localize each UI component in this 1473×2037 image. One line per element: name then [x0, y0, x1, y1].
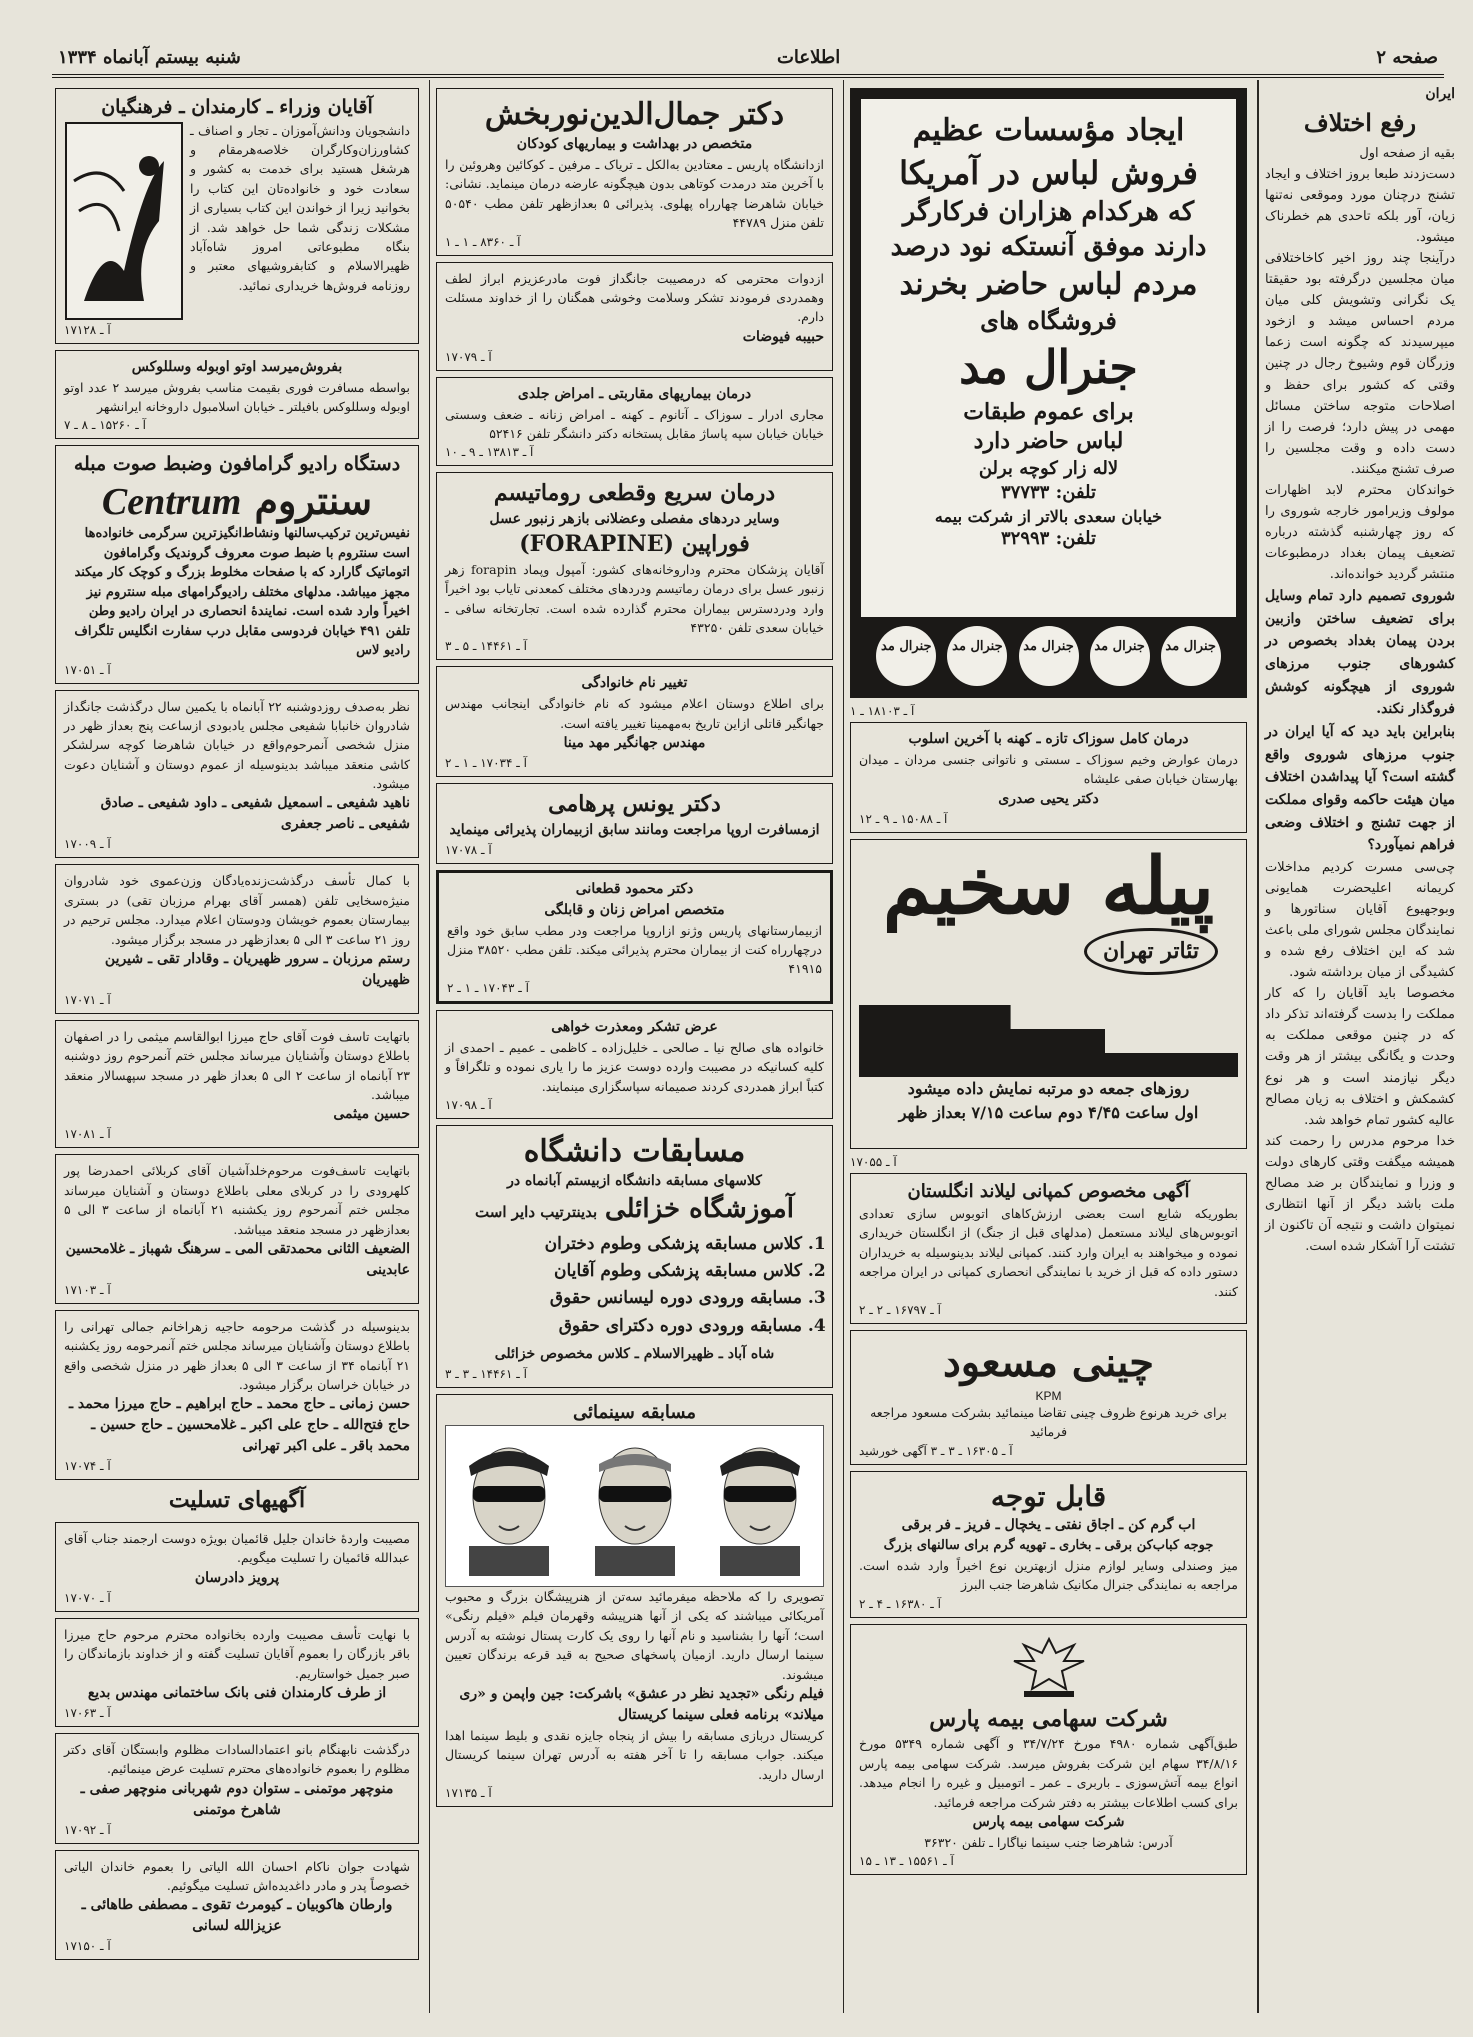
centrum-title: دستگاه رادیو گرامافون وضبط صوت مبله — [73, 453, 401, 476]
forapine-subtitle: وسایر دردهای مفصلی وعضلانی بازهر زنبور عسل — [489, 511, 780, 528]
gm-line: لباس حاضر دارد — [973, 428, 1124, 455]
ad-code: آ ـ ۱۵۵۶۱ ـ ۱۳ ـ ۱۵ — [859, 1854, 954, 1869]
gm-phone: تلفن: ۳۲۹۹۳ — [1000, 528, 1097, 550]
theatre-line: اول ساعت ۴/۴۵ دوم ساعت ۷/۱۵ بعداز ظهر — [898, 1103, 1199, 1123]
condolence-section-title: آگهیهای تسلیت — [168, 1487, 306, 1514]
rename-body: برای اطلاع دوستان اعلام میشود که نام خانوادگی اینجانب مهندس جهانگیر قاتلی ازاین تاریخ به‌مهمینا تغییر یافته است. — [445, 696, 824, 731]
ad-code: آ ـ ۱۷۰۹۸ — [445, 1097, 492, 1112]
forapine-title: درمان سریع وقطعی روماتیسم — [493, 480, 776, 507]
cinema-caption: تصویری را که ملاحظه میفرمائید سه‌تن از هنرپیشگان بزرگ و محبوب آمریکائی میباشند که یکی از آنها هنرپیشه وقهرمان فیلم «فیلم‌ رنگی» است؛ آنها را بشناسید و نام آنها را روی یک کارت پستال نوشته به آدرس سینما ارسال دارید. ازمیان پاسخهای صحیح به قید قرعه برندگان تعیین میشوند. — [445, 1589, 824, 1682]
gm-line: دارند موفق آنستکه نود درصد — [890, 231, 1207, 262]
cinema-contest — [436, 1394, 833, 1807]
insurance-title: شرکت سهامی بیمه پارس — [929, 1705, 1168, 1732]
ad-code: آ ـ ۱۷۰۷۹ — [445, 349, 492, 364]
obituary-names: رستم مرزبان ـ سرور ظهیریان ـ وقادار تقی ـ شیرین ظهیریان — [104, 950, 410, 988]
cinema-body: کریستال دربازی مسابقه را بیش از پنجاه جایزه نقدی و بلیط سینما اهدا میکند. جواب مسابقه را تا آخر هفته به‌ آدرس تهران سینما کریستال ارسال دارید. — [445, 1727, 824, 1782]
doctor-ad — [436, 377, 833, 467]
masked-face-icon — [585, 1436, 685, 1576]
obituary-body: بدینوسیله در گذشت مرحومه حاجیه زهراخانم جمالی تهرانی را باطلاع دوستان وآشنایان میرساند مجلس ختم آنمرحومه روز یکشنبه ۲۱ آبانماه ۳۴ از ساعت ۳ الی ۵ بعداز ظهر در منزل شخصی واقع در خیابان خراسان برگزار میشود. — [64, 1318, 411, 1393]
obituary — [55, 1154, 419, 1304]
ad-code: آ ـ ۱۷۰۰۹ — [64, 837, 111, 852]
book-illustration-icon — [64, 121, 184, 321]
condolence — [55, 1733, 419, 1844]
gm-badge: جنرال مد — [1019, 626, 1079, 686]
ad-code: آ ـ ۱۵۰۸۸ ـ ۹ ـ ۱۲ — [859, 811, 948, 826]
doctor-ad — [436, 870, 833, 1004]
stairs-graphic — [859, 981, 1238, 1077]
university-list — [445, 1231, 824, 1340]
editorial-paragraph: شوروی تصمیم دارد تمام وسایل برای تضعیف ساختن وازبین بردن پیمان بغداد بخصوص در کشورهای جنوب مرزهای شوروی از هیچگونه کوشش فروگذار نکند. — [1265, 587, 1455, 718]
appliance-ad — [850, 1471, 1247, 1618]
eagle-emblem — [859, 1631, 1238, 1705]
thanks-names: حبیبه فیوضات — [742, 328, 824, 345]
gm-badge: جنرال مد — [1161, 626, 1221, 686]
obituary-body: با کمال تأسف درگذشت‌زنده‌یادگان وزن‌عموی خود شادروان منیژه‌سخایی تلفن (همسر آقای بهرام مرزبان تقی) در بستری بیمارستان بعموم خویشان ودوستان اعلام میدارد. مجلس ترحیم در روز ۲۱ ساعت ۳ الی ۵ بعدازظهر در مسجد برگزار میشود. — [64, 873, 410, 947]
masked-face-icon — [459, 1436, 559, 1576]
general-mod-ad — [850, 88, 1247, 698]
gm-badge: جنرال مد — [876, 626, 936, 686]
cinema-film: فیلم رنگی «تجدید نظر در عشق» باشرکت: جین واپمن و «ری میلاند» برنامه فعلی سینما کریستال — [459, 1685, 824, 1723]
ad-code: آ ـ ۱۷۰۴۳ ـ ۱ ـ ۲ — [447, 980, 529, 995]
ad-code: آ ـ ۱۷۰۵۱ — [64, 662, 111, 677]
thanks-body: ازدوات محترمی که درمصیبت جانگداز فوت مادرعزیزم ابراز لطف وهمدردی فرمودند تشکر وسلامت‌ وخوشی همگنان را از خداوند مسئلت دارم. — [445, 270, 824, 325]
obituary-names: ناهید شفیعی ـ اسمعیل شفیعی ـ داود شفیعی ـ صادق شفیعی ـ ناصر جعفری — [100, 795, 410, 833]
thanks-notice — [436, 1010, 833, 1119]
obituary — [55, 864, 419, 1014]
page-number: صفحه ۲ — [1376, 46, 1438, 68]
china-ad — [850, 1330, 1247, 1465]
doctor-body: مجاری ادرار ـ سوزاک ـ آتانوم ـ کهنه ـ امراض زنانه ـ ضعف وسستی خیابان خیابان سپه پاساژ مقابل پستخانه دکتر دانشگر تلفن ۵۲۴۱۶ — [445, 406, 824, 441]
appliance-subtitle: اب گرم کن ـ اجاق نفتی ـ یخچال ـ فریز ـ فر برقی — [901, 1517, 1196, 1534]
ad-code: آ ـ ۱۶۳۰۵ ـ ۳ ـ ۳ آگهی خورشید — [859, 1443, 1013, 1458]
insurance-address: آدرس: شاهرضا جنب سینما نیاگارا ـ تلفن ۳۶۳۲۰ — [924, 1834, 1173, 1850]
thanks-notice — [436, 262, 833, 371]
leyland-body: بطوریکه شایع است بعضی ارزش‌کاهای اتوبوس سازی تعدادی اتوبوس‌های لیلاند مستعمل (مدلهای قبل از جنگ) از انگلستان خریداری نموده و میخواهند به ایران وارد کنند. کمپانی لیلاند بدینوسیله به‌ خریداران دستور داده که قبل از خرید با نمایندگی انحصاری کمپانی در ایران مراجعه کنند. — [859, 1206, 1238, 1299]
doctor-name: دکتر یونس پرهامی — [548, 791, 721, 817]
obituary-body: نظر به‌صدف روزدوشنبه ۲۲ آبانماه با یکمین سال درگذشت جانگداز شادروان خانبابا شفیعی مجلس یادبودی ازساعت پنج بعداز ظهر در منزل شخصی آنمرحوم‌واقع در خیابان شاهرضا کوچه سرلشکر کاشی منعقد میباشد بدینوسیله از عموم دوستان و آشنایان دعوت میشود. — [64, 698, 410, 792]
ad-code: آ ـ ۱۵۲۶۰ ـ ۸ ـ ۷ — [64, 418, 146, 433]
kpm-logo: KPM — [1035, 1388, 1062, 1403]
theatre-line: روزهای جمعه دو مرتبه نمایش داده میشود — [907, 1079, 1190, 1099]
editorial-column — [1257, 80, 1461, 2013]
ad-code: آ ـ ۱۷۰۷۸ — [445, 842, 492, 857]
doctor-ad — [436, 88, 833, 256]
editorial-headline: رفع اختلاف — [1303, 108, 1417, 137]
gm-badge: جنرال مد — [947, 626, 1007, 686]
gm-badges — [861, 623, 1236, 689]
condolence-names: وارطان هاکوبیان ـ کیومرث تقوی ـ مصطفی طاهائی ـ عزیزالله لسانی — [81, 1897, 393, 1935]
obituary-names: الضعیف الثانی محمدتقی المی ـ سرهنگ شهباز ـ غلامحسین عابدینی — [65, 1240, 410, 1278]
gm-address: لاله زار کوچه برلن — [978, 457, 1119, 479]
obituary — [55, 690, 419, 859]
condolence-names: منوچهر موتمنی ـ ستوان دوم شهربانی منوچهر صفی ـ شاهرخ موتمنی — [80, 1780, 394, 1818]
list-item: 2. کلاس مسابقه پزشکی وطوم آقایان — [445, 1258, 802, 1285]
condolence — [55, 1850, 419, 1961]
ad-code: آ ـ ۱۷۰۷۱ — [64, 992, 111, 1007]
condolence — [55, 1618, 419, 1727]
appliance-line: جوجه کباب‌کن برقی ـ بخاری ـ تهویه گرم برای سالنهای بزرگ — [883, 1538, 1214, 1554]
forapine-ad — [436, 472, 833, 660]
ad-code: آ ـ ۱۶۳۸۰ ـ ۴ ـ ۲ — [859, 1596, 941, 1611]
condolence-body: مصیبت واردهٔ خاندان جلیل قائمیان بویژه دوست ارجمند جناب آقای عبدالله قائمیان را تسلیت میگویم. — [64, 1531, 410, 1566]
ad-code: آ ـ ۱۸۱۰۳ ـ ۱ — [850, 704, 915, 718]
condolence-body: شهادت جوان ناکام احسان الله الیاتی را بعموم خاندان الیاتی خصوصاً پدر و مادر داغدیده‌اش تسلیت میگوئیم. — [64, 1858, 410, 1894]
doctor-specialty: متخصص امراض زنان و قابلگی — [544, 901, 725, 918]
ad-code: آ ـ ۱۷۰۶۳ — [64, 1705, 111, 1720]
obituary-body: باتهایت تاسف فوت آقای حاج میرزا ابوالقاسم میثمی را در اصفهان باطلاع دوستان وآشنایان میرساند مجلس ختم آنمرحوم روز دوشنبه ۲۳ آبانماه از ساعت ۲ الی ۵ بعداز ظهر در مسجد سپهسالار منعقد میباشد. — [64, 1028, 410, 1103]
insurance-ad — [850, 1624, 1247, 1876]
centrum-brand: سنتروم Centrum — [101, 478, 373, 524]
ad-code: آ ـ ۱۴۴۶۱ ـ ۵ ـ ۳ — [445, 639, 527, 654]
doctor-specialty: متخصص در بهداشت و بیماریهای کودکان — [516, 136, 753, 152]
clinic-ad — [850, 722, 1247, 833]
list-item: 3. مسابقه ورودی دوره لیسانس حقوق — [445, 1285, 802, 1312]
condolence-body: با نهایت تأسف مصیبت وارده بخانواده محترم مرحوم حاج میرزا باقر بازرگان را بعموم آقایان تسلیت گفته و از خداوند بازماندگان را صبر جمیل خواستاریم. — [64, 1626, 410, 1681]
theatre-brand: پیله سخیم — [882, 840, 1215, 932]
china-body: برای خرید هرنوع ظروف چینی تقاضا مینمائید بشرکت مسعود مراجعه فرمائید — [870, 1404, 1227, 1440]
ad-code: آ ـ ۱۷۰۳۴ ـ ۱ ـ ۲ — [445, 756, 527, 770]
ad-code: آ ـ ۱۷۱۳۵ — [445, 1786, 492, 1801]
ad-code: آ ـ ۱۷۰۷۰ — [64, 1590, 111, 1605]
condolence-names: از طرف کارمندان فنی بانک ساختمانی مهندس بدیع — [87, 1684, 387, 1701]
doctor-body: ازمسافرت اروپا مراجعت ومانند سابق ازبیماران پذیرائی مینماید — [449, 821, 820, 838]
insurance-body: طبق‌آگهی شماره ۴۹۸۰ مورخ ۳۴/۷/۲۴ و آگهی شماره ۵۳۴۹ مورخ ۳۴/۸/۱۶ سهام این شرکت بفروش میرسد. شرکت سهامی بیمه پارس انواع بیمه آتش‌سوزی ـ باربری ـ عمر ـ اتومبیل و غیره را انجام میدهد. برای کسب اطلاعات بیشتر به دفتر شرکت مراجعه فرمائید. — [859, 1736, 1238, 1810]
ad-code: آ ـ ۱۷۰۵۵ — [850, 1154, 897, 1169]
university-title: مسابقات دانشگاه — [523, 1133, 746, 1169]
masthead — [52, 40, 1444, 78]
appliance-title: قابل توجه — [990, 1479, 1107, 1513]
ad-code: آ ـ ۱۷۱۲۸ — [64, 322, 111, 337]
obituary-body: باتهایت تاسف‌فوت مرحوم‌خلدآشیان آقای کربلائی احمدرضا پور کلهرودی را در کربلای معلی باطلاع دوستان و آشنایان میرساند مجلس ختم آنمرحوم روز یکشنبه ۲۱ آبانماه از ساعت ۳ الی ۵ بعدازظهر در مسجد منعقد میباشد. — [64, 1163, 410, 1237]
book-ad — [55, 88, 419, 344]
editorial-paragraph: درآینجا چند روز اخیر کاخاختلافی میان مجلسین درگرفته بود حقیقتا یک نگرانی وتشویش کلی میان مردم احساس میشد و ازخود میپرسیدند که چگونه است زعما وزرگان قوم وشیوخ رجال در چنین وقتی که کشور برای حفظ و اصلاحات متوجه ساختن مسائل مهمی در پیش دارد؛ فرصت را از دست داده و وقت مجلسین را صرف تشنج میکنند. — [1265, 251, 1455, 477]
thanks-body: خانواده های صالح نیا ـ صالحی ـ خلیل‌زاده ـ کاظمی ـ عمیم ـ احمدی از کلیه کسانیکه در مصیبت وارده دوست عزیز ما را یاری نموده و تلگرافاً و کتباً ابراز همدردی کردند صمیمانه سپاسگزاری مینمایند. — [445, 1039, 824, 1094]
doctor-title: درمان بیماریهای مقاربتی ـ امراض جلدی — [517, 385, 752, 402]
doctor-body: ازدانشگاه پاریس ـ معتادین به‌الکل ـ تریاک ـ مرفین ـ کوکائین وهروئین را با آخرین متد درمدت کوتاهی بدون هیچگونه عارضه درمان مینماید. نشانی: خیابان شاهرضا چهارراه پهلوی. پذیرائی ۵ بعدازظهر تلفن مطب ۵۰۵۴۰ تلفن منزل ۴۴۷۸۹ — [445, 157, 825, 231]
obituary — [55, 1310, 419, 1481]
doctor-name: دکتر محمود قطعانی — [575, 880, 694, 897]
gm-address: خیابان سعدی بالاتر از شرکت بیمه — [934, 506, 1163, 526]
gm-line: که هرکدام هزاران فرکارگر — [902, 196, 1195, 227]
university-subtitle: کلاسهای مسابقه دانشگاه ازبیستم آبانماه در — [507, 1172, 762, 1189]
car-sale-body: بواسطه مسافرت فوری بقیمت مناسب بفروش میرسد ۲ عدد اوتو اوبوله وسللوکس بافیلتر ـ خیابان اسلامبول داروخانه ایرانشهر — [64, 379, 410, 415]
editorial-paragraph: خدا مرحوم مدرس را رحمت کند همیشه میگفت وقتی کارهای دولت و وزرا و نمایندگان بر ضد مصالح ملت باشد دیگر از آنها انتظاری نمیتوان داشت و نتیجه آن تاکنون از تشتت آرا آشکار شده است. — [1265, 1133, 1455, 1254]
editorial-paragraph: چی‌سی مسرت کردیم مداخلات کریمانه اعلیحضرت همایونی وبوجهیوع آقایان سناتورها و نمایندگان مجلس شورای ملی باعث شد که این اختلاف رفع شده و کشیدگی از میان برداشته شود. — [1265, 860, 1455, 981]
paper-name: اطلاعات — [776, 46, 841, 68]
rename-names: مهندس جهانگیر مهد مینا — [563, 735, 706, 751]
appliance-body: میز وصندلی وسایر لوازم منزل ازبهترین نوع اخیراً وارد شده است. مراجعه به نمایندگی جنرال مکانیک شاهرضا جنب البرز — [859, 1557, 1238, 1593]
gm-line: مردم لباس حاضر بخرند — [899, 266, 1198, 302]
obituary-names: حسین میثمی — [333, 1106, 410, 1123]
clinic-title: درمان کامل سوزاک تازه ـ کهنه با آخرین اسلوب — [908, 731, 1189, 747]
rename-notice — [436, 666, 833, 777]
ad-code: آ ـ ۱۶۷۹۷ ـ ۲ ـ ۲ — [859, 1302, 941, 1317]
doctor-body: ازبیمارستانهای پاریس وژنو ازاروپا مراجعت ودر مطب سابق خود واقع درچهارراه کنت از بیماران محترم پذیرائی میکند. تلفن مطب ۳۸۵۲۰ منزل ۴۱۹۱۵ — [447, 922, 822, 977]
obituary — [55, 1020, 419, 1149]
school-name: آموزشگاه خزائلی بدینترتیب دایر است — [475, 1193, 794, 1224]
ads-column-4 — [49, 80, 425, 2013]
gm-line: فروشگاه های — [980, 306, 1117, 336]
gm-phone: تلفن: ۳۷۷۳۳ — [1000, 482, 1097, 504]
editorial-paragraph: خواندکان محترم لابد اظهارات مولوف وزیرامور خارجه شوروی را که روز چهارشنبه گذشته درباره تضعیف پیمان بغداد درمطبوعات منتشر گردید خوانده‌اند. — [1265, 482, 1455, 582]
issue-date: شنبه بیستم آبانماه ۱۳۳۴ — [58, 46, 241, 68]
obituary-names: حسن زمانی ـ حاج محمد ـ حاج ابراهیم ـ حاج میرزا محمد ـ حاج فتح‌الله ـ حاج علی اکبر ـ غلامحسین ـ حاج حسین ـ محمد باقر ـ علی اکبر تهرانی — [68, 1396, 410, 1455]
actors-photo — [445, 1425, 824, 1587]
forapine-brand: فوراپین (FORAPINE) — [519, 531, 750, 558]
ad-code: آ ـ ۱۷۰۸۱ — [64, 1127, 111, 1142]
leyland-ad — [850, 1173, 1247, 1324]
condolence-body: درگذشت نابهنگام بانو اعتمادالسادات مظلوم وابستگان آقای دکتر مظلوم را بعموم خانواده‌های محترم تسلیت عرض مینمائیم. — [64, 1741, 410, 1777]
condolence-names: پرویز دادرسان — [194, 1569, 280, 1586]
thanks-title: عرض تشکر ومعذرت خواهی — [551, 1018, 718, 1035]
masked-face-icon — [710, 1436, 810, 1576]
gm-line: فروش لباس در آمریکا — [899, 153, 1198, 192]
theatre-name: تئاتر تهران — [1084, 928, 1218, 976]
list-item: 1. کلاس مسابقه پزشکی وطوم دختران — [445, 1231, 802, 1258]
editorial-paragraph: بنابراین باید دید که آیا ایران در جنوب مرزهای شوروی واقع گشته است؟ آیا پیداشدن اختلاف میان هیئت حاکمه وقوای مملکت از جهت تشنج و اختلاف وضعی فراهم نمیآورد؟ — [1265, 724, 1455, 854]
cinema-title: مسابقه سینمائی — [572, 1401, 697, 1423]
forapine-body: آقایان پزشکان محترم وداروخانه‌های کشور: آمپول وپماد forapin زهر زنبور عسل برای درمان رماتیسم ودردهای مختلف کمعدنی تایاب بود اخیراً وارد ودردسترس بیماران محترم گذارده شده است. تجارتخانه سافی ـ خیابان سعدی تلفن ۴۳۲۵۰ — [445, 561, 825, 635]
gm-brand: جنرال مد — [959, 339, 1138, 394]
car-sale-ad — [55, 350, 419, 440]
section-label: ایران — [1425, 86, 1455, 102]
ads-column-3 — [429, 80, 839, 2013]
centrum-ad — [55, 445, 419, 683]
clinic-body: درمان عوارض وخیم سوزاک ـ سستی و ناتوانی جنسی مردان ـ میدان بهارستان خیابان صفی علیشاه — [859, 752, 1238, 787]
gm-line: برای عموم طبقات — [963, 398, 1134, 425]
university-address: شاه آباد ـ ظهیرالاسلام ـ کلاس مخصوص خزائلی — [494, 1345, 775, 1362]
ads-column-2 — [843, 80, 1253, 2013]
condolence — [55, 1522, 419, 1612]
doctor-name: دکتر جمال‌الدین‌نوربخش — [484, 97, 785, 132]
car-sale-title: بفروش‌میرسد اوتو اوبوله وسللوکس — [131, 358, 343, 375]
rename-title: تغییر نام خانوادگی — [581, 675, 688, 692]
university-ad — [436, 1125, 833, 1388]
ad-code: آ ـ ۱۷۱۵۰ — [64, 1939, 111, 1954]
editorial-paragraph: دست‌زدند طبعا بروز اختلاف و ایجاد تشنج درچنان مورد وموقعی نه‌تنها زیان، آور بلکه تاحدی هم خطرناک میشود. — [1265, 167, 1455, 246]
ad-code: آ ـ ۱۷۰۹۲ — [64, 1822, 111, 1837]
leyland-title: آگهی مخصوص کمپانی لیلاند انگلستان — [907, 1180, 1190, 1202]
ad-code: آ ـ ۱۷۰۷۴ — [64, 1459, 111, 1474]
book-body: دانشجویان ودانش‌آموزان ـ تجار و اصناف ـ کشاورزان‌وکارگران خلاصه‌هرمقام و هرشغل هستید برای خدمت به کشور و سعادت خود و خانواده‌تان این کتاب را بخوانید زیرا از خواندن این کتاب بسیاری از مشکلات زندگی شما حل خواهد شد. از بنگاه مطبوعاتی امروز شاه‌آباد ظهیرالاسلام و کتابفروشیهای معتبر و روزنامه فروش‌ها خریداری نمائید. — [190, 122, 410, 293]
theatre-ad — [850, 839, 1247, 1149]
eagle-icon — [1004, 1631, 1094, 1701]
ad-code: آ ـ ۱۴۴۶۱ ـ ۳ ـ ۳ — [445, 1366, 527, 1381]
china-brand: چینی مسعود — [942, 1338, 1154, 1386]
ad-code: آ ـ ۱۳۸۱۳ ـ ۹ ـ ۱۰ — [445, 445, 534, 460]
doctor-ad — [436, 783, 833, 864]
centrum-body: نفیس‌ترین ترکیب‌سالنها ونشاط‌انگیزترین سرگرمی خانواده‌ها است سنتروم با ضبط صوت معروف گروندیک وگرامافون اتوماتیک گارارد که با صفحات مخلوط بزرگ و کوچک کار میکند مجهز میباشد. مدلهای مختلف رادیوگرامهای مبله سنتروم نیز اخیراً وارد شده است. نمایندهٔ انحصاری در ایران رادیو وطن تلفن ۴۹۱ خیابان فردوسی مقابل درب سفارت انگلیس تلگراف رادیو لاس — [74, 526, 410, 659]
editorial-paragraph: مخصوصا باید آقایان را که کار مملکت را بدست گرفته‌اند تذکر داد که در چنین موقعی مملکت به وحدت و یگانگی بیشتر از هر وقت دیگر نیازمند است و هر نوع کشمکش و اختلاف به زیان مصالح عالیه کشور تمام خواهد شد. — [1265, 986, 1455, 1128]
insurance-name: شرکت سهامی بیمه پارس — [972, 1813, 1125, 1830]
clinic-doctor: دکتر یحیی صدری — [998, 790, 1099, 807]
gm-badge: جنرال مد — [1090, 626, 1150, 686]
book-title: آقایان وزراء ـ کارمندان ـ فرهنگیان — [101, 96, 373, 118]
ad-code: آ ـ ۸۳۶۰ ـ ۱ ـ ۱ — [445, 234, 521, 249]
list-item: 4. مسابقه ورودی دوره دکترای حقوق — [445, 1313, 802, 1340]
ad-code: آ ـ ۱۷۱۰۳ — [64, 1282, 111, 1297]
gm-line: ایجاد مؤسسات عظیم — [912, 113, 1185, 148]
editorial-paragraph: بقیه از صفحه اول — [1359, 146, 1455, 161]
